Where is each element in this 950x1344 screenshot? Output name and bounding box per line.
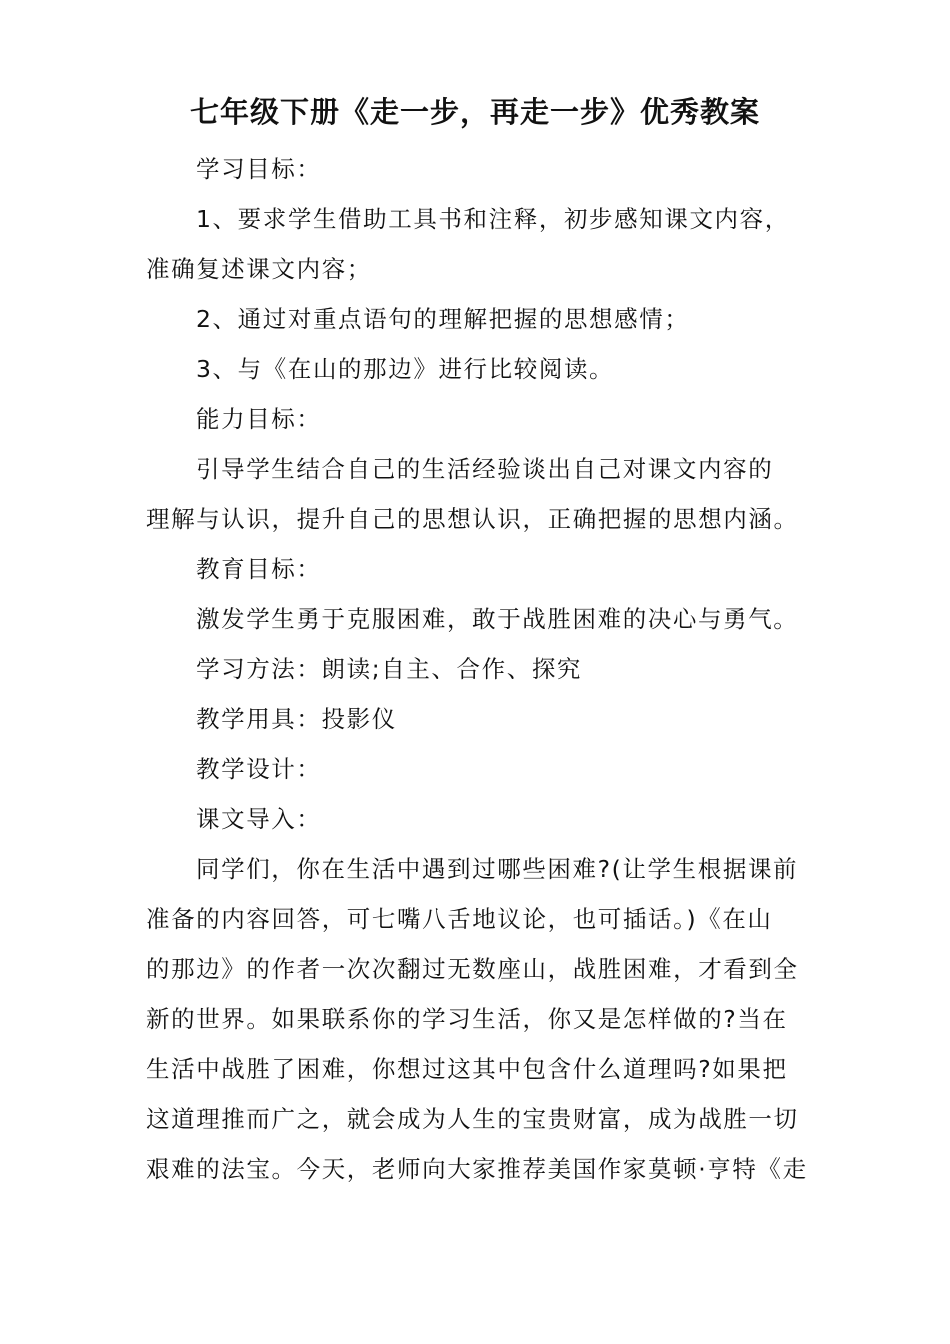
paragraph-line: 艰难的法宝。今天，老师向大家推荐美国作家莫顿·亨特《走 [146,1155,808,1183]
learning-methods-line: 学习方法：朗读;自主、合作、探究 [196,655,583,683]
paragraph-line: 理解与认识，提升自己的思想认识，正确把握的思想内涵。 [146,505,799,533]
teaching-tools-line: 教学用具：投影仪 [196,705,397,733]
section-heading-ability-goals: 能力目标： [196,405,322,433]
section-heading-education-goals: 教育目标： [196,555,322,583]
section-heading-teaching-design: 教学设计： [196,755,322,783]
paragraph-line: 2、通过对重点语句的理解把握的思想感情； [196,305,690,333]
paragraph-line: 准备的内容回答，可七嘴八舌地议论，也可插话。)《在山 [146,905,773,933]
document-title: 七年级下册《走一步，再走一步》优秀教案 [189,95,760,129]
section-heading-learning-goals: 学习目标： [196,155,322,183]
paragraph-line: 同学们，你在生活中遇到过哪些困难?(让学生根据课前 [196,855,799,883]
paragraph-line: 这道理推而广之，就会成为人生的宝贵财富，成为战胜一切 [146,1105,799,1133]
paragraph-line: 3、与《在山的那边》进行比较阅读。 [196,355,615,383]
paragraph-line: 生活中战胜了困难，你想过这其中包含什么道理吗?如果把 [146,1055,788,1083]
section-heading-lesson-intro: 课文导入： [196,805,322,833]
paragraph-line: 新的世界。如果联系你的学习生活，你又是怎样做的?当在 [146,1005,788,1033]
paragraph-line: 激发学生勇于克服困难，敢于战胜困难的决心与勇气。 [196,605,799,633]
paragraph-line: 1、要求学生借助工具书和注释，初步感知课文内容， [196,205,790,233]
paragraph-line: 的那边》的作者一次次翻过无数座山，战胜困难，才看到全 [146,955,799,983]
paragraph-line: 准确复述课文内容； [146,255,372,283]
paragraph-line: 引导学生结合自己的生活经验谈出自己对课文内容的 [196,455,774,483]
